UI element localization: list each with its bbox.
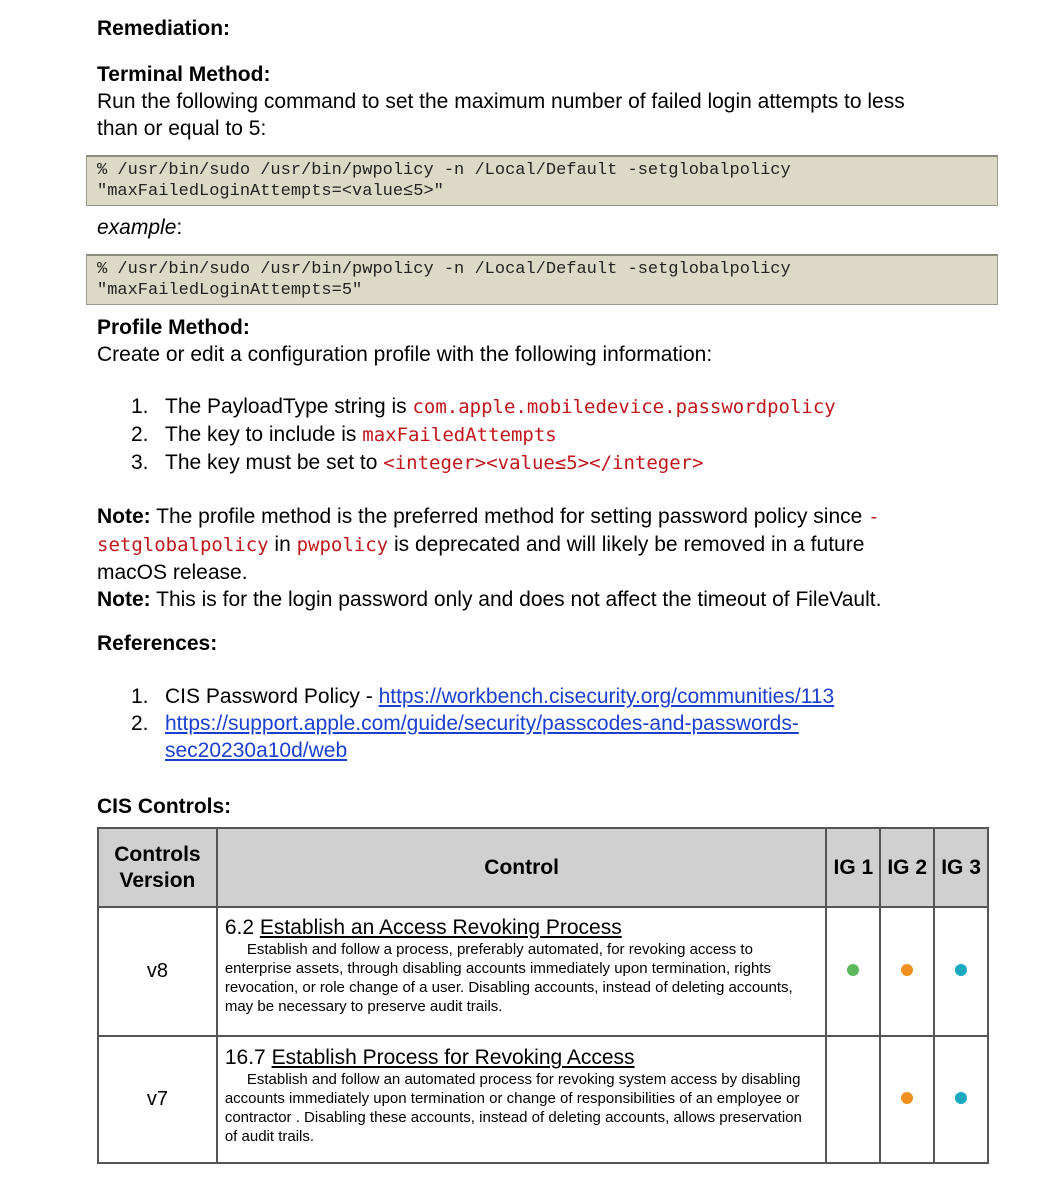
list-item bbox=[131, 393, 1001, 421]
ig1-dot bbox=[847, 964, 859, 976]
list-number: 1. bbox=[131, 395, 149, 418]
example-label bbox=[97, 215, 1001, 241]
ig1-cell bbox=[826, 907, 880, 1036]
list-number: 2. bbox=[131, 423, 149, 446]
terminal-text-line: than or equal to 5: bbox=[97, 117, 267, 140]
list-item bbox=[131, 421, 1001, 449]
profile-method-text: Create or edit a configuration profile with the following information: bbox=[97, 343, 713, 366]
code-line: "maxFailedLoginAttempts=<value≤5>" bbox=[97, 182, 444, 201]
example-word: example bbox=[97, 216, 177, 239]
note-line: macOS release. bbox=[97, 561, 248, 584]
note-code: pwpolicy bbox=[296, 534, 389, 556]
note-text: The profile method is the preferred method for setting password policy since bbox=[150, 505, 869, 528]
code-block-command bbox=[86, 155, 998, 206]
note-label: Note: bbox=[97, 505, 151, 528]
header-ig2: IG 2 bbox=[880, 828, 934, 907]
terminal-method-text bbox=[97, 88, 1001, 142]
link-line: https://support.apple.com/guide/security/passcodes-and-passwords- bbox=[165, 712, 799, 735]
list-number: 3. bbox=[131, 451, 149, 474]
ig3-cell bbox=[934, 1036, 988, 1163]
note-line bbox=[97, 531, 1001, 559]
profile-steps-list bbox=[131, 393, 1001, 477]
note-code: - bbox=[868, 506, 880, 528]
note-filevault bbox=[97, 586, 1001, 613]
cis-controls-table bbox=[97, 827, 989, 1164]
table-row bbox=[98, 907, 988, 1036]
version-cell: v7 bbox=[98, 1036, 217, 1163]
note-code: setglobalpolicy bbox=[97, 534, 269, 556]
control-title bbox=[225, 916, 818, 940]
list-number: 2. bbox=[131, 712, 149, 735]
control-title bbox=[225, 1046, 818, 1070]
reference-link[interactable] bbox=[165, 712, 799, 762]
ig2-cell bbox=[880, 1036, 934, 1163]
step-code: maxFailedAttempts bbox=[362, 424, 557, 446]
table-header-row bbox=[98, 828, 988, 907]
control-number: 6.2 bbox=[224, 916, 260, 939]
remediation-heading: Remediation: bbox=[97, 17, 231, 40]
code-line: % /usr/bin/sudo /usr/bin/pwpolicy -n /Local/Default -setglobalpolicy bbox=[97, 161, 791, 180]
link-line: sec20230a10d/web bbox=[165, 739, 348, 762]
note-deprecation bbox=[97, 503, 1001, 586]
code-line: % /usr/bin/sudo /usr/bin/pwpolicy -n /Local/Default -setglobalpolicy bbox=[97, 260, 791, 279]
ig1-cell bbox=[826, 1036, 880, 1163]
note-line bbox=[97, 503, 1001, 531]
note-label: Note: bbox=[97, 588, 151, 611]
references-list bbox=[131, 683, 1001, 764]
step-code: com.apple.mobiledevice.passwordpolicy bbox=[412, 396, 836, 418]
list-item bbox=[131, 710, 1001, 764]
control-description: Establish and follow a process, preferably automated, for revoking access to enterprise assets, through disabling accounts immediately upon termination, rights revocation, or role change of a user. Disabling accounts, instead of deleting accounts, may be necessary to preserve audit trails. bbox=[224, 941, 793, 1015]
step-code: <integer><value≤5></integer> bbox=[383, 452, 704, 474]
ig3-dot bbox=[955, 964, 967, 976]
header-text: Version bbox=[119, 868, 196, 892]
reference-text: CIS Password Policy - bbox=[165, 685, 379, 708]
note-text: in bbox=[268, 533, 297, 556]
list-item bbox=[131, 683, 1001, 710]
references-heading: References: bbox=[97, 632, 218, 655]
document-page bbox=[97, 14, 1001, 820]
header-text: Controls bbox=[114, 842, 201, 866]
list-number: 1. bbox=[131, 685, 149, 708]
version-cell: v8 bbox=[98, 907, 217, 1036]
code-block-example bbox=[86, 254, 998, 305]
ig3-cell bbox=[934, 907, 988, 1036]
ig2-dot bbox=[901, 964, 913, 976]
step-text: The PayloadType string is bbox=[165, 395, 413, 418]
list-item bbox=[131, 449, 1001, 477]
header-ig3: IG 3 bbox=[934, 828, 988, 907]
note-text: This is for the login password only and does not affect the timeout of FileVault. bbox=[150, 588, 882, 611]
table-row bbox=[98, 1036, 988, 1163]
control-number: 16.7 bbox=[224, 1046, 272, 1069]
terminal-method-heading: Terminal Method: bbox=[97, 63, 271, 86]
example-colon: : bbox=[176, 216, 183, 239]
ig3-dot bbox=[955, 1092, 967, 1104]
note-text: is deprecated and will likely be removed in a future bbox=[388, 533, 865, 556]
profile-method-heading: Profile Method: bbox=[97, 316, 250, 339]
step-text: The key to include is bbox=[165, 423, 363, 446]
header-ig1: IG 1 bbox=[826, 828, 880, 907]
step-text: The key must be set to bbox=[165, 451, 384, 474]
control-description: Establish and follow an automated process for revoking system access by disabling accounts immediately upon termination or change of responsibilities of an employee or contractor . Disabling these accounts, instead of deleting accounts, allows preservation of audit trails. bbox=[224, 1071, 802, 1145]
reference-link[interactable]: https://workbench.cisecurity.org/communities/113 bbox=[378, 685, 835, 708]
control-title-text: Establish Process for Revoking Access bbox=[271, 1046, 635, 1069]
control-cell bbox=[217, 1036, 827, 1163]
ig2-dot bbox=[901, 1092, 913, 1104]
cis-controls-heading: CIS Controls: bbox=[97, 795, 232, 818]
code-line: "maxFailedLoginAttempts=5" bbox=[97, 281, 363, 300]
header-controls-version bbox=[98, 828, 217, 907]
header-control: Control bbox=[217, 828, 827, 907]
control-cell bbox=[217, 907, 827, 1036]
control-title-text: Establish an Access Revoking Process bbox=[259, 916, 622, 939]
terminal-text-line: Run the following command to set the maximum number of failed login attempts to less bbox=[97, 90, 905, 113]
ig2-cell bbox=[880, 907, 934, 1036]
